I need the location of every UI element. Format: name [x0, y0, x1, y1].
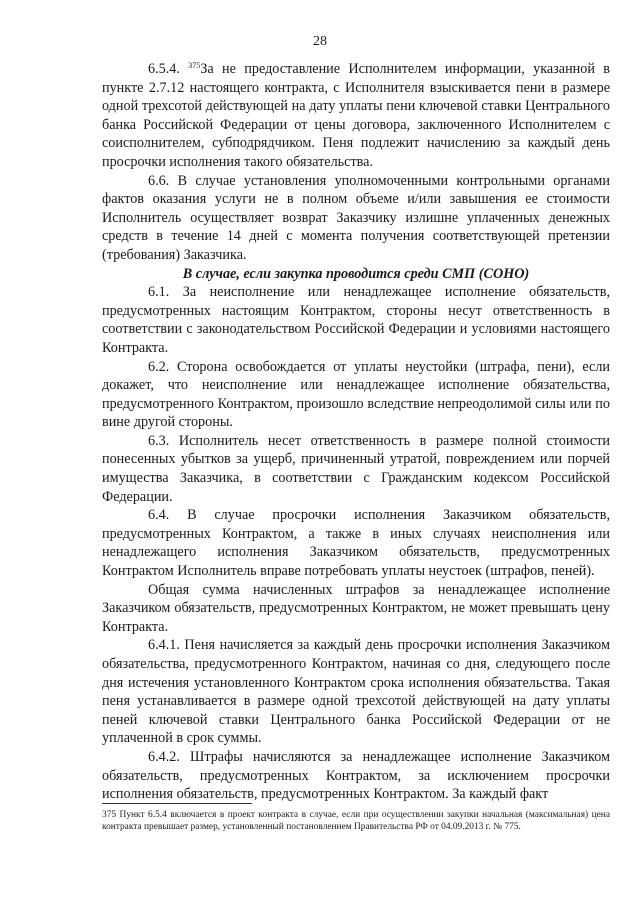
page-number: 28	[313, 34, 327, 49]
paragraph-6-4-2: 6.4.2. Штрафы начисляются за ненадлежащее исполнение Заказчиком обязательств, предусмотренных Контрактом, за исключением просрочки исполнения обязательств, предусмотренных Контрактом. За каждый факт	[102, 748, 610, 803]
paragraph-6-4-1: 6.4.1. Пеня начисляется за каждый день просрочки исполнения Заказчиком обязательства, предусмотренного Контрактом, начиная со дня, следующего после дня истечения установленного Контрактом срока исполнения обязательства. Такая пеня устанавливается в размере одной трехсотой действующей на дату уплаты пеней ключевой ставки Центрального банка Российской Федерации от не уплаченной в срок суммы.	[102, 637, 610, 747]
paragraph-total-fines: Общая сумма начисленных штрафов за ненадлежащее исполнение Заказчиком обязательств, предусмотренных Контрактом, не может превышать цену Контракта.	[102, 581, 610, 635]
paragraph-6-4: 6.4. В случае просрочки исполнения Заказчиком обязательств, предусмотренных Контрактом, а также в иных случаях неисполнения или ненадлежащего исполнения Заказчиком обязательств, предусмотренных Контрактом Исполнитель вправе потребовать уплаты неустоек (штрафов, пеней).	[102, 507, 610, 580]
document-body	[102, 60, 610, 804]
paragraph-text: За не предоставление Исполнителем информации, указанной в пункте 2.7.12 настоящего контракта, с Исполнителя взыскивается пени в размере одной трехсотой действующей на дату уплаты пени ключевой ставки Центрального банка Российской Федерации от цены договора, заключенного Исполнителем с соисполнителем, субподрядчиком. Пеня подлежит начислению за каждый день просрочки исполнения такого обязательства.	[102, 61, 611, 170]
paragraph-6-5-4	[102, 60, 610, 172]
footnote-ref[interactable]: 375	[188, 61, 201, 70]
paragraph-6-2: 6.2. Сторона освобождается от уплаты неустойки (штрафа, пени), если докажет, что неисполнение или ненадлежащее исполнение обязательства, предусмотренного Контрактом, произошло вследствие непреодолимой силы или по вине другой стороны.	[102, 358, 610, 431]
footnote-divider	[102, 803, 252, 804]
paragraph-number: 6.5.4.	[148, 61, 189, 77]
paragraph-6-1: 6.1. За неисполнение или ненадлежащее исполнение обязательств, предусмотренных настоящим Контрактом, стороны несут ответственность в соответствии с законодательством Российской Федерации и условиями настоящего Контракта.	[102, 284, 610, 356]
paragraph-6-6: 6.6. В случае установления уполномоченными контрольными органами фактов оказания услуги не в полном объеме и/или завышения ее стоимости Исполнитель осуществляет возврат Заказчику излишне уплаченных денежных средств в течение 14 дней с момента получения соответствующей претензии (требования) Заказчика.	[102, 172, 610, 263]
section-heading: В случае, если закупка проводится среди СМП (СОНО)	[182, 265, 530, 282]
footnote-375: 375 Пункт 6.5.4 включается в проект контракта в случае, если при осуществлении закупки начальная (максимальная) цена контракта превышает размер, установленный постановлением Правительства РФ от 04.09.2013 г. № 775.	[102, 810, 610, 832]
paragraph-6-3: 6.3. Исполнитель несет ответственность в размере полной стоимости понесенных убытков за ущерб, причиненный утратой, повреждением или порчей имущества Заказчика, в соответствии с Гражданским кодексом Российской Федерации.	[102, 432, 610, 505]
